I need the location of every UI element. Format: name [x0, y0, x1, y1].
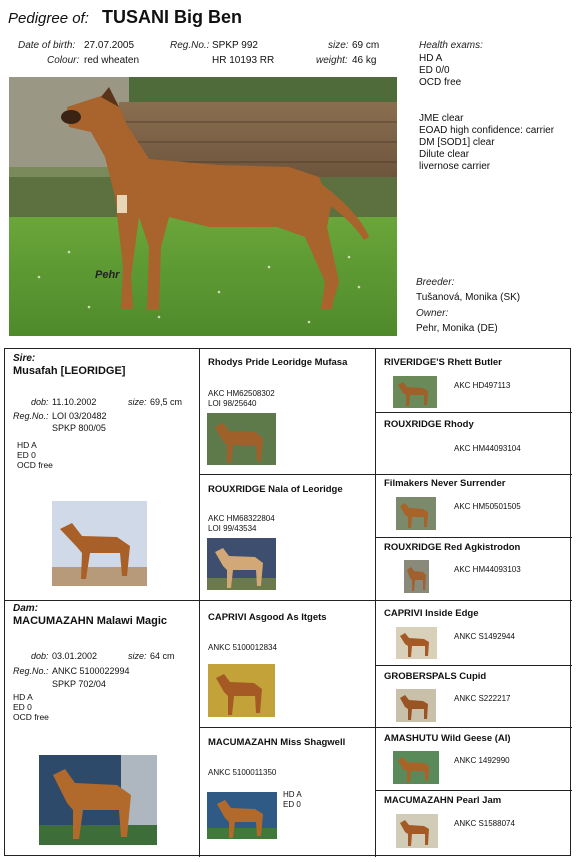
ggp7-photo: [393, 751, 439, 784]
dam-regno-1: ANKC 5100022994: [52, 666, 130, 676]
ggp7-reg: ANKC 1492990: [454, 756, 510, 765]
gp2-photo: [207, 538, 276, 590]
dam-dob-label: dob:: [31, 651, 49, 661]
size-label: size:: [328, 40, 349, 51]
gp1-photo: [207, 413, 276, 465]
ggp6-name: GROBERSPALS Cupid: [384, 671, 487, 682]
sire-dob-label: dob:: [31, 397, 49, 407]
ggp8-photo: [396, 814, 438, 848]
ggp5-reg: ANKC S1492944: [454, 632, 515, 641]
gp2-reg: AKC HM68322804 LOI 99/43534: [208, 514, 275, 533]
ggp4-name: ROUXRIDGE Red Agkistrodon: [384, 542, 521, 553]
dog-name-title: TUSANI Big Ben: [102, 7, 243, 27]
ggp1-reg: AKC HD497113: [454, 381, 511, 390]
sire-regno-1: LOI 03/20482: [52, 411, 107, 421]
sire-size: 69,5 cm: [150, 397, 183, 407]
dam-size: 64 cm: [150, 651, 175, 661]
sire-regno-label: Reg.No.:: [13, 411, 49, 421]
sire-dob: 11.10.2002: [52, 397, 97, 407]
ggp8-name: MACUMAZAHN Pearl Jam: [384, 795, 502, 806]
gp3-name: CAPRIVI Asgood As Itgets: [208, 612, 327, 623]
dam-dob: 03.01.2002: [52, 651, 98, 661]
weight-value: 46 kg: [352, 55, 377, 66]
main-dog-photo: [9, 77, 397, 336]
ggp1-photo: [393, 376, 437, 408]
ggp6-reg: ANKC S222217: [454, 694, 511, 703]
gp1-reg: AKC HM62508302 LOI 98/25640: [208, 389, 275, 408]
sire-name: Musafah [LEORIDGE]: [13, 365, 126, 377]
dam-regno-label: Reg.No.:: [13, 666, 49, 676]
regno-label: Reg.No.:: [170, 40, 210, 51]
gp4-health: HD A ED 0: [283, 790, 302, 809]
sire-photo: [52, 501, 147, 586]
sire-role-label: Sire:: [13, 353, 36, 364]
ggp2-name: ROUXRIDGE Rhody: [384, 419, 474, 430]
sire-size-label: size:: [128, 397, 147, 407]
breeder-label: Breeder:: [416, 277, 455, 288]
pedigree-label: Pedigree of:: [8, 10, 89, 27]
dam-regno-2: SPKP 702/04: [52, 679, 106, 689]
colour-label: Colour:: [47, 55, 80, 66]
dob-value: 27.07.2005: [84, 40, 135, 51]
ggp2-reg: AKC HM44093104: [454, 444, 521, 453]
gp4-reg: ANKC 5100011350: [208, 768, 277, 777]
dam-photo: [39, 755, 157, 845]
dam-size-label: size:: [128, 651, 147, 661]
gp2-name: ROUXRIDGE Nala of Leoridge: [208, 484, 343, 495]
gp3-reg: ANKC 5100012834: [208, 643, 277, 652]
sire-health: HD A ED 0 OCD free: [17, 440, 53, 470]
ggp3-photo: [396, 497, 436, 530]
ggp4-photo: [404, 560, 429, 593]
ggp3-name: Filmakers Never Surrender: [384, 478, 506, 489]
breeder-value: Tušanová, Monika (SK): [416, 292, 521, 303]
gp4-photo: [207, 792, 277, 839]
ggp6-photo: [396, 689, 436, 722]
health-list-1: HD A ED 0/0 OCD free: [419, 53, 462, 88]
ggp5-name: CAPRIVI Inside Edge: [384, 608, 479, 619]
gp1-name: Rhodys Pride Leoridge Mufasa: [208, 357, 348, 368]
ggp4-reg: AKC HM44093103: [454, 565, 521, 574]
ggp1-name: RIVERIDGE'S Rhett Butler: [384, 357, 502, 368]
sire-regno-2: SPKP 800/05: [52, 423, 106, 433]
dam-role-label: Dam:: [13, 603, 39, 614]
ggp3-reg: AKC HM50501505: [454, 502, 521, 511]
health-list-2: JME clear EOAD high confidence: carrier DM [SOD1] clear Dilute clear livernose carrier: [419, 113, 555, 172]
photo-signature: Pehr: [95, 269, 120, 281]
owner-label: Owner:: [416, 308, 449, 319]
owner-value: Pehr, Monika (DE): [416, 323, 498, 334]
dam-name: MACUMAZAHN Malawi Magic: [13, 615, 168, 627]
ggp5-photo: [396, 627, 437, 659]
regno-value-2: HR 10193 RR: [212, 55, 275, 66]
gp4-name: MACUMAZAHN Miss Shagwell: [208, 737, 346, 748]
size-value: 69 cm: [352, 40, 380, 51]
ggp8-reg: ANKC S1588074: [454, 819, 515, 828]
ggp7-name: AMASHUTU Wild Geese (AI): [384, 733, 511, 744]
dam-health: HD A ED 0 OCD free: [13, 692, 49, 722]
weight-label: weight:: [316, 55, 348, 66]
dob-label: Date of birth:: [18, 40, 76, 51]
health-label: Health exams:: [419, 40, 483, 51]
colour-value: red wheaten: [84, 55, 140, 66]
regno-value-1: SPKP 992: [212, 40, 258, 51]
gp3-photo: [208, 664, 275, 717]
